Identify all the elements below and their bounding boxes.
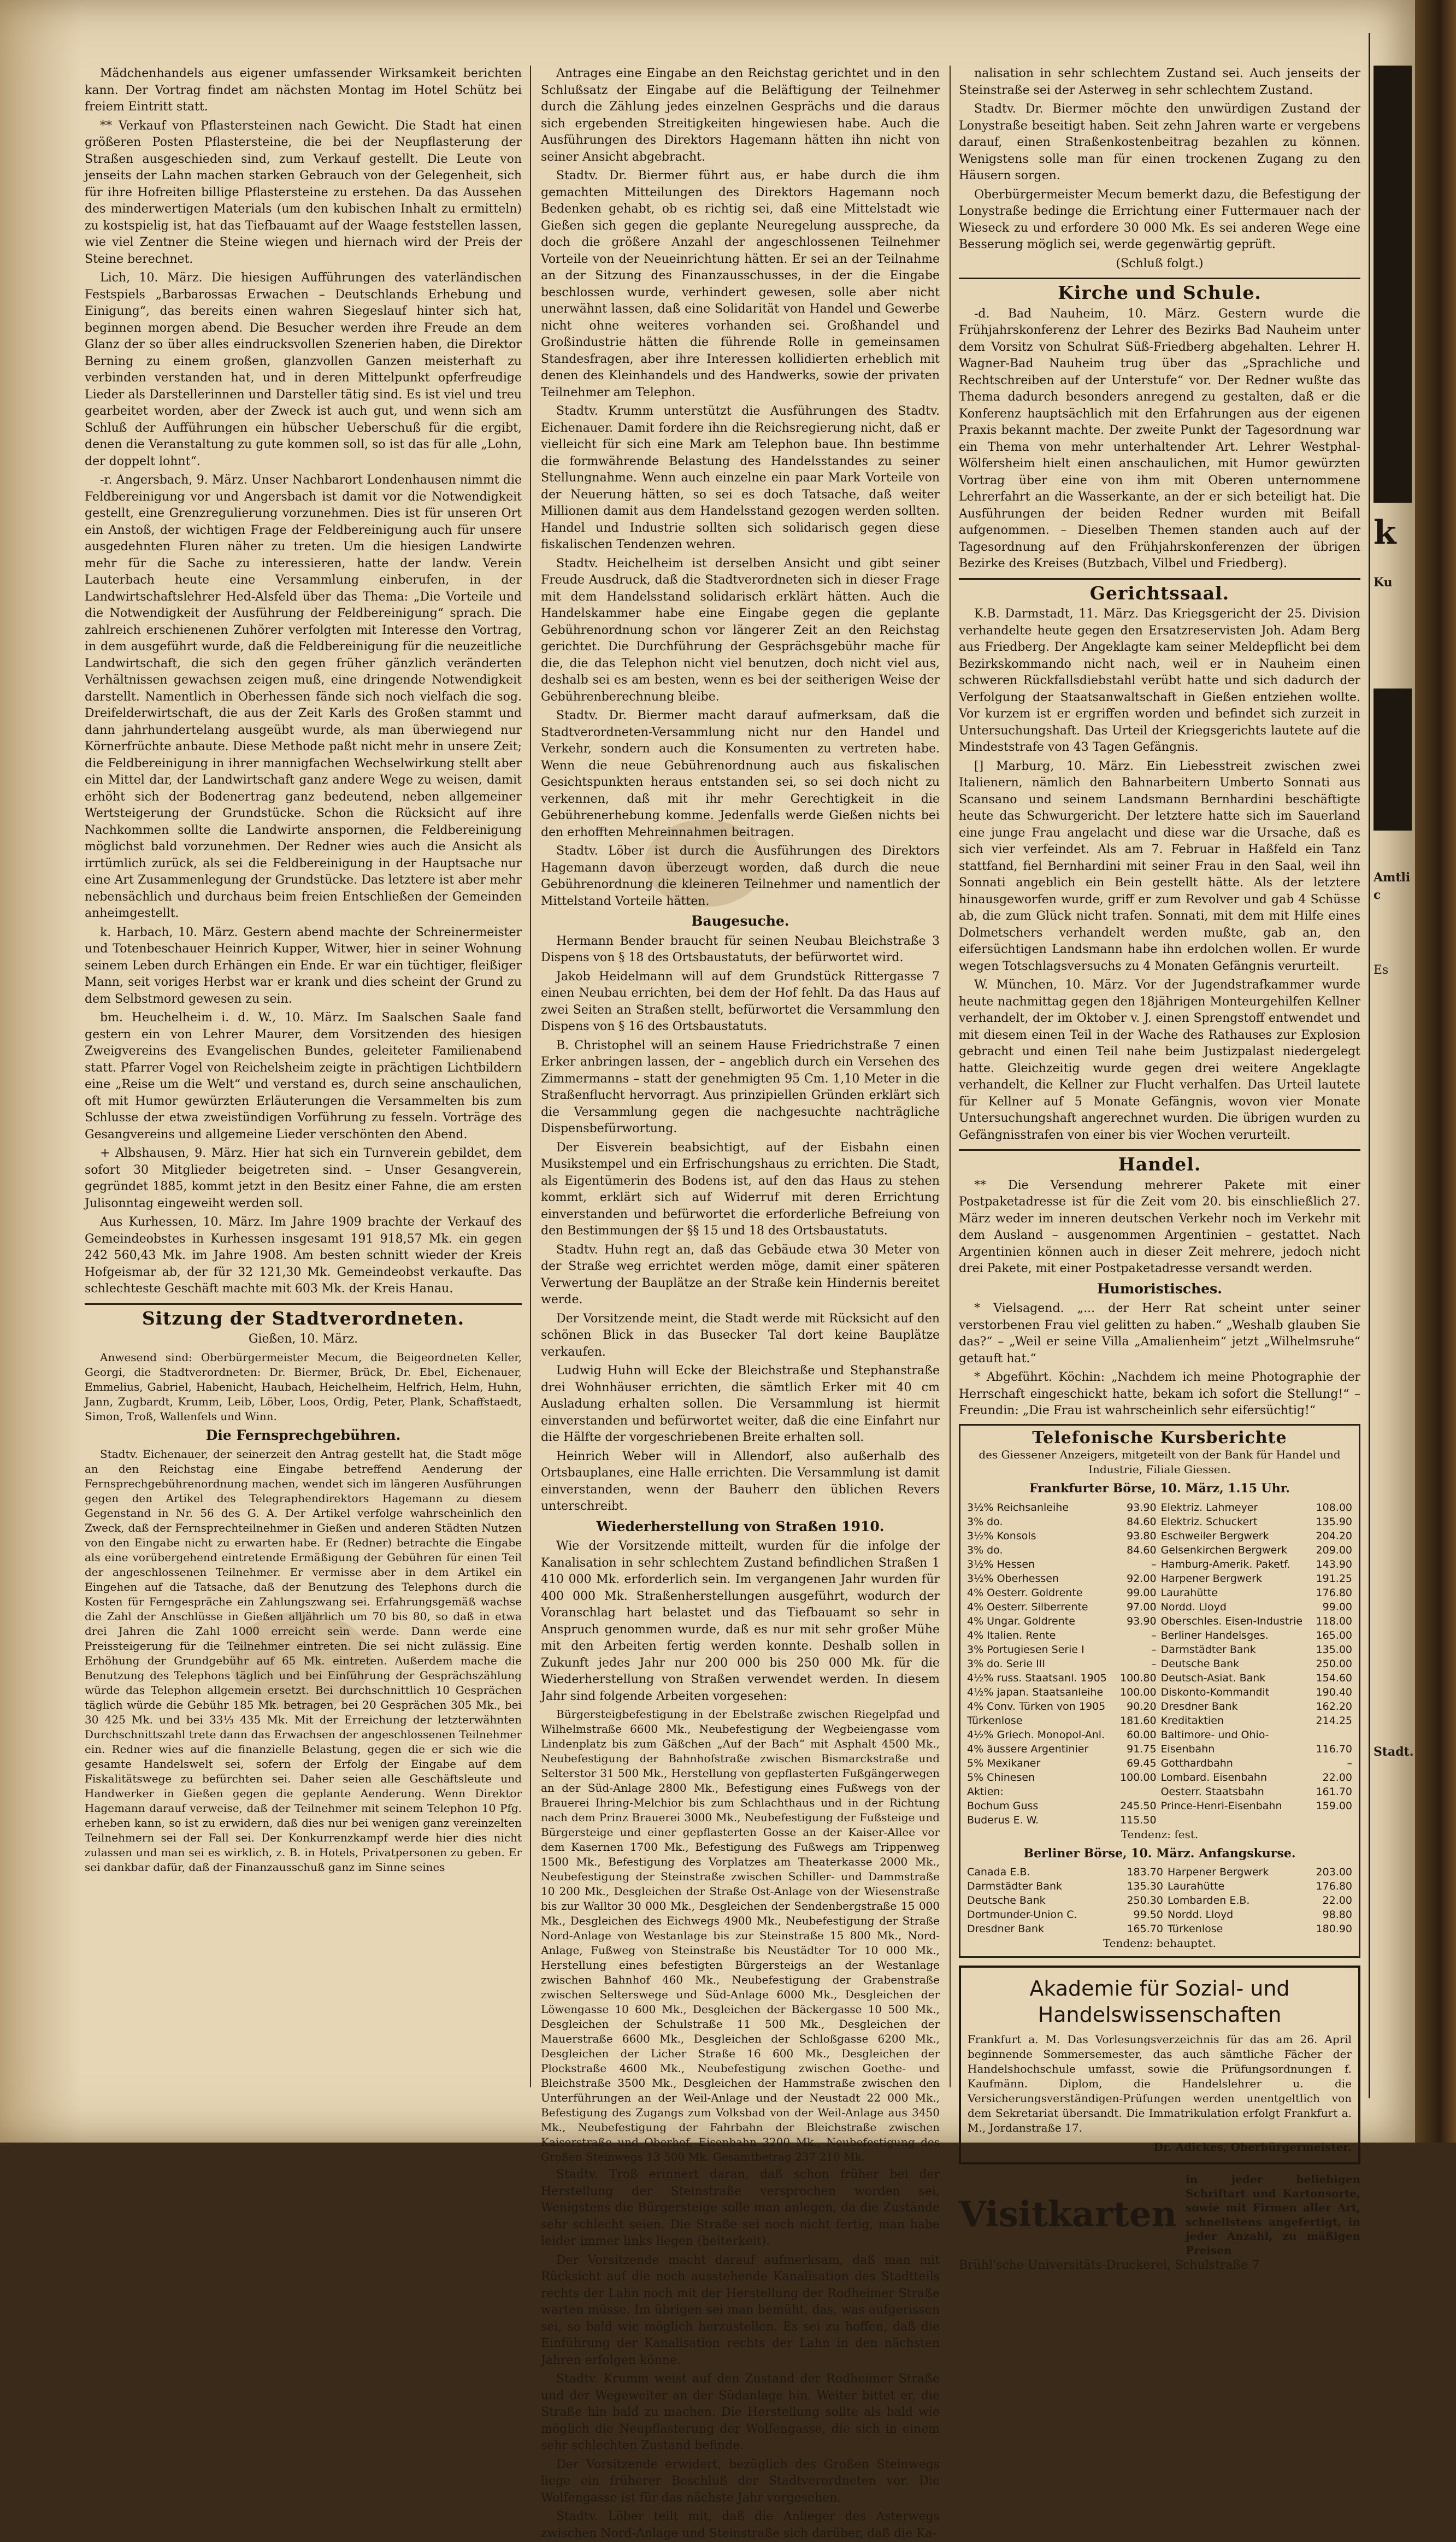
stock-row	[965, 1572, 1354, 1586]
article-text: Aus Kurhessen, 10. März. Im Jahre 1909 brachte der Verkauf des Gemeindeobstes in Kurhessen insgesamt 191 918,57 Mk. ein gegen 242 560,43 Mk. im Jahre 1908. Am besten schnitt wieder der Kreis Hofgeismar ab, der für 32 121,30 Mk. Gemeindeobst verkaufte. Das schlechteste Geschäft machte mit 603 Mk. der Kreis Hanau.	[85, 1215, 522, 1296]
stock-name: 3% do.	[967, 1544, 1003, 1556]
stock-name: Gelsenkirchen Bergwerk	[1160, 1544, 1288, 1556]
visitcard-title: Visitkarten	[959, 2194, 1177, 2235]
stock-price: 99.50	[1133, 1909, 1163, 1921]
stock-name: 3½% Oberhessen	[967, 1572, 1059, 1585]
stock-price: 100.00	[1120, 1686, 1157, 1698]
stock-name: Nordd. Lloyd	[1160, 1600, 1227, 1613]
berlin-table	[965, 1865, 1354, 1936]
article-text: ** Die Versendung mehrerer Pakete mit einer Postpaketadresse ist für die Zeit vom 20. bis einschließlich 27. März weder im inneren deutschen Verkehr noch im Verkehr mit dem Ausland – ausgenommen Argentinien – gestattet. Nach Argentinien können auch in dieser Zeit mehrere, jedoch nicht drei Pakete, mit einer Postpaketadresse versandt werden.	[959, 1178, 1360, 1275]
stock-name: Eschweiler Bergwerk	[1160, 1529, 1269, 1542]
article-text: Stadtv. Eichenauer, der seinerzeit den Antrag gestellt hat, die Stadt möge an den Reichstag eine Eingabe betreffend Aenderung der Fernsprechgebührenordnung machen, wendet sich im längeren Ausführungen gegen den Artikel des Telegraphendirektors Hagemann zu diesem Gegenstand in Nr. 56 des G. A. Der Artikel verfolge wahrscheinlich den Zweck, daß der Fernsprechteilnehmer in Gießen und anderen Städten Nutzen von den Eingabe nicht zu erwarten habe. Er (Redner) betrachte die Eingabe als eine vorübergehend eintretende Ermäßigung der Gebühren für einen Teil der angeschlossenen Teilnehmer. Er vermisse aber in dem Artikel ein Eingehen auf die Tatsache, daß der Benutzung des Telephons durch die Kosten für Ferngespräche ein Zahlungszwang sei. Erfahrungsgemäß wachse die Zahl der Anschlüsse in Gießen alljährlich um 70 bis 80, so daß in etwa drei Jahren die Zahl 1000 erreicht sein werde. Dann werde eine Preissteigerung für die Teilnehmer eintreten. Die sei nicht zulässig. Eine Erhöhung der Grundgebühr auf 65 Mk. eintreten. Außerdem mache die Benutzung des Telephons täglich und bei Einführung der Gesprächszählung würde das Telephon allgemein ersetzt. Bei durchschnittlich 10 Gesprächen täglich würde die Gebühr 185 Mk. betragen, bei 20 Gesprächen 305 Mk., bei 30 425 Mk. und bei 33⅓ 435 Mk. Mit der Erreichung der letzterwähnten Durchschnittszahl trete dann das Erwachsen der angeschlossenen Teilnehmer ein. Redner wies auf die finanzielle Belastung, gegen die er sich wie die gesamte Handelswelt sei, sofern der Erfolg der Eingabe auf dem Fiskalitätswege zu befürchten sei. Daher seien alle Geschäftsleute und Handwerker in Gießen gegen die geplante Aenderung. Wenn Direktor Hagemann darauf verweise, daß der Teilnehmer mit seinem Telephon 10 Pfg. erheben kann, so ist zu erwidern, daß dies nur bei wenigen ganz vereinzelten Teilnehmern sei der Fall sei. Der Konkurrenzkampf werde hier dies nicht zulassen und man sei es wirklich, z. B. in Hotels, Privatpersonen zu geben. Er sei dankbar dafür, daß der Finanzausschuß ganz im Sinne seines	[85, 1447, 522, 1874]
article-text: Hermann Bender braucht für seinen Neubau Bleichstraße 3 Dispens von § 18 des Ortsbaustatuts, der befürwortet wird.	[541, 934, 940, 964]
article-text: Stadtv. Troß erinnert daran, daß schon früher bei der Herstellung der Steinstraße versprochen worden sei, Wenigstens die Bürgersteige solle man anlegen, da die Zustände sehr schlecht seien. Die Straße sei noch nicht fertig, man habe leider immer links liegen (heiterkeit).	[541, 2168, 940, 2248]
stock-name: Deutsche Bank	[967, 1894, 1046, 1906]
column-3	[959, 66, 1360, 2272]
column-1	[85, 66, 522, 2087]
stock-name: 3% do.	[967, 1515, 1003, 1528]
section-divider	[85, 1303, 522, 1305]
stock-name: Gotthardbahn	[1160, 1757, 1233, 1769]
stock-row	[965, 1543, 1354, 1557]
stock-price: 165.70	[1127, 1923, 1163, 1935]
article-text: Stadtv. Krumm unterstützt die Ausführungen des Stadtv. Eichenauer. Damit fordere ihn die Reichsregierung nicht, daß er vielleicht für sich eine Mark am Telephon baue. Ihn bestimme die formwährende Belastung des Handelsstandes zu seiner Stellungnahme. Wenn auch einzelne ein paar Mark Vorteile von der Neuerung hätten, so sei es doch Tatsache, daß weiter Millionen damit aus dem Handelsstand gezogen werden sollten. Handel und Industrie sollten sich solidarisch gegen diese fiskalischen Tendenzen wehren.	[541, 404, 940, 551]
section-heading: Gerichtssaal.	[1089, 582, 1230, 604]
stock-price: 90.20	[1127, 1700, 1157, 1713]
section-divider	[959, 1149, 1360, 1151]
academy-body: Frankfurt a. M. Das Vorlesungsverzeichnis für das am 26. April beginnende Sommersemester, das auch sämtliche Fächer der Handelshochschule umfasst, sowie die Prüfungsordnungen f. Kaufmänn. Diplom, die Handelslehrer u. die Versicherungsverständigen-Prüfungen werden unentgeltlich von dem Sekretariat übersandt. Die Immatrikulation erfolgt Frankfurt a. M., Jordanstraße 17.	[968, 2033, 1352, 2134]
stock-price: 203.00	[1316, 1866, 1352, 1878]
stock-price: 154.60	[1316, 1672, 1352, 1684]
adjacent-fragment: Ku	[1374, 575, 1393, 590]
article-text: Stadtv. Dr. Biermer macht darauf aufmerksam, daß die Stadtverordneten-Versammlung nicht nur den Handel und Verkehr, sondern auch die Konsumenten zu vertreten habe. Wenn die neue Gebührenordnung auch aus fiskalischen Gesichtspunkten heraus entstanden sei, so sei doch nicht zu verkennen, daß mit ihr mehr Gerechtigkeit in die Gebührenerhebung komme. Jedenfalls werde Gießen nichts bei den erhofften Mehreinnahmen beitragen.	[541, 709, 940, 839]
article-text: Stadtv. Löber teilt mit, daß die Anlieger des Asterwegs zwischen Nord-Anlage und Steinstraße sich darüber, daß die Ka-	[541, 2510, 940, 2540]
stock-row	[965, 1529, 1354, 1543]
stock-price: 69.45	[1127, 1757, 1157, 1769]
stock-name: Bochum Guss	[967, 1799, 1039, 1812]
subheading: Baugesuche.	[691, 913, 789, 929]
article-text: Stadtv. Heichelheim ist derselben Ansicht und gibt seiner Freude Ausdruck, daß die Stadtverordneten sich in dieser Frage mit dem Handelsstand solidarisch erklärt hätten. Auch die Handelskammer habe eine Eingabe gegen die geplante Gebührenordnung schon vor längerer Zeit an den Reichstag gerichtet. Die Durchführung der Gesprächsgebühr mache für die, die das Telephon nicht viel benutzen, doch nicht viel aus, deshalb sei es am besten, wenn es bei der seitherigen Weise der Gebührenberechnung bleibe.	[541, 556, 940, 704]
stock-row	[965, 1799, 1354, 1813]
stock-name: Hamburg-Amerik. Paketf.	[1160, 1558, 1290, 1570]
stock-price: 100.00	[1120, 1771, 1157, 1784]
stock-price: 143.90	[1316, 1558, 1352, 1570]
article-text: Stadtv. Krumm weist auf den Zustand der Rodheimer Straße und der Wegeweiter an der Südanlage hin. Weiter bittet er, die Straße hin bald zu machen. Die Herstellung sollte als bald wie möglich die Neupflasterung der Wolfengasse, die sich in einem sehr schlechten Zustand befinde.	[541, 2372, 940, 2452]
stock-price: 183.70	[1127, 1866, 1163, 1878]
stock-name: Oberschles. Eisen-Industrie	[1160, 1615, 1303, 1627]
stock-row	[965, 1586, 1354, 1600]
article-text: Der Vorsitzende macht darauf aufmerksam, daß man mit Rücksicht auf die noch ausstehende Kanalisation des Stadtteils rechts der Lahn noch mit der Herstellung der Rodheimer Straße warten müsse. Im übrigen sei man bemüht, das, was aufgerissen sei, so bald wie möglich herzustellen. Es sei zu hoffen, daß die Einführung der Kanalisation rechts der Lahn in den nächsten Jahren erfolgen könne.	[541, 2253, 940, 2367]
stock-row	[965, 1879, 1354, 1893]
stock-name: 5% Chinesen	[967, 1771, 1035, 1784]
stock-price: 135.30	[1127, 1880, 1163, 1892]
stock-row	[965, 1614, 1354, 1628]
stock-name: Baltimore- und Ohio-	[1160, 1728, 1269, 1741]
stock-price: 84.60	[1127, 1515, 1157, 1528]
article-text: Jakob Heidelmann will auf dem Grundstück Rittergasse 7 einen Neubau errichten, bei dem der Hof fehlt. Da das Haus auf zwei Seiten an Straßen stellt, befürwortet die Versammlung den Dispens von § 16 des Ortsbaustatuts.	[541, 969, 940, 1033]
stock-row	[965, 1908, 1354, 1922]
stock-name: Darmstädter Bank	[1160, 1643, 1256, 1656]
stock-price	[1116, 1785, 1159, 1799]
stock-price: 204.20	[1316, 1529, 1352, 1542]
stock-row	[965, 1770, 1354, 1785]
article-text: Der Eisverein beabsichtigt, auf der Eisbahn einen Musikstempel und ein Erfrischungshaus zu errichten. Die Stadt, als Eigentümerin des Bodens ist, auf den das Haus zu stehen kommt, erklärt sich auf Widerruf mit deren Errichtung einverstanden und befürwortet die erforderliche Befreiung von den Bestimmungen der §§ 15 und 18 des Ortsbaustatuts.	[541, 1140, 940, 1238]
stock-name: 4% Oesterr. Silberrente	[967, 1600, 1088, 1613]
stock-price: 165.00	[1316, 1629, 1352, 1641]
stock-price: 190.40	[1316, 1686, 1352, 1698]
subheading: Wiederherstellung von Straßen 1910.	[596, 1518, 885, 1534]
article-text: B. Christophel will an seinem Hause Friedrichstraße 7 einen Erker anbringen lassen, der – angeblich durch ein Versehen des Zimmermanns – statt der genehmigten 95 Cm. 1,10 Meter in die Straßenflucht hervorragt. Aus prinzipiellen Gründen erklärt sich die Versammlung gegen die nachgesuchte nachträgliche Dispensbefürwortung.	[541, 1038, 940, 1135]
stock-name: Canada E.B.	[967, 1866, 1030, 1878]
article-text: ** Verkauf von Pflastersteinen nach Gewicht. Die Stadt hat einen größeren Posten Pflastersteine, die bei der Neupflasterung der Straßen ausgeschieden sind, zum Verkauf gestellt. Die Leute von jenseits der Lahn machen starken Gebrauch von der Gelegenheit, sich für ihre Hofreiten billige Pflastersteine zu erstehen. Da das Aussehen des minderwertigen Materials (um den kubischen Inhalt zu ermitteln) zu kostspielig ist, hat das Tiefbauamt auf der Waage feststellen lassen, wie viel Zentner die Steine wiegen und hiernach wird der Preis der Steine berechnet.	[85, 119, 522, 266]
stock-row	[965, 1728, 1354, 1742]
stock-row	[965, 1922, 1354, 1936]
stock-name: Laurahütte	[1160, 1586, 1218, 1599]
article-text: Der Vorsitzende erwidert, bezüglich des Großen Steinwegs liege ein früherer Beschluß der Stadtverordneten vor. Die Wolfengasse ist für das nächste Jahr vorgesehen.	[541, 2457, 940, 2505]
stock-name: 4% Italien. Rente	[967, 1629, 1056, 1641]
article-text: Stadtv. Dr. Biermer möchte den unwürdigen Zustand der Lonystraße beseitigt haben. Seit zehn Jahren warte er vergebens darauf, einen Straßenkostenbeitrag bezahlen zu können. Wenigstens solle man für einen trockenen Zugang zu den Häusern sorgen.	[959, 102, 1360, 183]
stock-name: Buderus E. W.	[967, 1814, 1039, 1826]
stock-row	[965, 1501, 1354, 1515]
visitcard-description: in jeder beliebigen Schriftart und Kartonsorte, sowie mit Firmen aller Art, schnellstens angefertigt, in jeder Anzahl, zu mäßigen Preisen	[1186, 2173, 1360, 2257]
stock-name: Oesterr. Staatsbahn	[1160, 1785, 1264, 1798]
stock-name: 4% Oesterr. Goldrente	[967, 1586, 1083, 1599]
stock-row	[965, 1557, 1354, 1572]
stock-price: 162.20	[1316, 1700, 1352, 1713]
stock-row	[965, 1600, 1354, 1614]
stock-name: Laurahütte	[1167, 1880, 1225, 1892]
stock-price: 92.00	[1127, 1572, 1157, 1585]
stock-name: Türkenlose	[1167, 1923, 1223, 1935]
article-text: -d. Bad Nauheim, 10. März. Gestern wurde die Frühjahrskonferenz der Lehrer des Bezirks Bad Nauheim unter dem Vorsitz von Schulrat Süß-Friedberg abgehalten. Lehrer H. Wagner-Bad Nauheim trug über das „Sprachliche und Rechtschreiben auf der Unterstufe“ vor. Der Redner wußte das Thema dadurch besonders anregend zu gestalten, daß er die Konferenz hauptsächlich mit den Erfahrungen aus der eigenen Praxis bekannt machte. Der zweite Punkt der Tagesordnung war ein Thema von mehr unterhaltender Art. Lehrer Westphal-Wölfersheim hielt einen anschaulichen, mit Humor gewürzten Vortrag über eine von ihm mit Oberen unternommene Lehrerfahrt an die Wasserkante, an der er sich beteiligt hat. Die Ausführungen der beiden Redner wurden mit Beifall aufgenommen. – Dieselben Themen standen auch auf der Tagesordnung auf den Frühjahrskonferenzen der übrigen Bezirke des Kreises (Butzbach, Vilbel und Friedberg).	[959, 307, 1360, 570]
stock-name: 3% do. Serie III	[967, 1657, 1045, 1670]
article-text: K.B. Darmstadt, 11. März. Das Kriegsgericht der 25. Division verhandelte heute gegen den Ersatzreservisten Joh. Adam Berg aus Friedberg. Der Angeklagte kam seiner Meldepflicht bei dem Bezirkskommando nicht nach, weil er in Nauheim einen schweren Rückfallsdiebstahl verübt hatte und sich dadurch der Verfolgung der Staatsanwaltschaft in Gießen entziehen wollte. Vor kurzem ist er ergriffen worden und befindet sich zurzeit in Untersuchungshaft. Das Urteil der Kriegsgerichts lautete auf die Mindeststrafe von 43 Tagen Gefängnis.	[959, 607, 1360, 754]
stock-name: Dresdner Bank	[967, 1923, 1044, 1935]
stock-row	[965, 1813, 1354, 1827]
stock-name: 3½% Reichsanleihe	[967, 1501, 1069, 1514]
stock-price: 115.50	[1120, 1814, 1157, 1826]
article-text: * Abgeführt. Köchin: „Nachdem ich meine Photographie der Herrschaft eingeschickt hatte, bekam ich sofort die Stellung!“ – Freundin: „Die Frau ist wahrscheinlich sehr eifersüchtig!“	[959, 1370, 1360, 1417]
academy-title-line-2: Handelswissenschaften	[1038, 2003, 1282, 2027]
academy-advertisement	[959, 1966, 1360, 2164]
stock-price: –	[1151, 1657, 1157, 1670]
stock-name: 3½% Konsols	[967, 1529, 1036, 1542]
stock-name: Diskonto-Kommandit	[1160, 1686, 1270, 1698]
stock-name: 3% Portugiesen Serie I	[967, 1643, 1084, 1656]
stock-name: 4% Ungar. Goldrente	[967, 1615, 1075, 1627]
berlin-heading: Berliner Börse, 10. März. Anfangskurse.	[1023, 1846, 1296, 1861]
stock-row	[965, 1515, 1354, 1529]
stock-report-box	[959, 1424, 1360, 1958]
stock-price: –	[1151, 1558, 1157, 1570]
stock-name: Elektriz. Schuckert	[1160, 1515, 1258, 1528]
stock-row	[965, 1893, 1354, 1908]
article-text: Stadtv. Löber ist durch die Ausführungen des Direktors Hagemann davon überzeugt worden, daß durch die neue Gebührenordnung die kleineren Teilnehmer und namentlich der Mittelstand Vorteile hätten.	[541, 844, 940, 908]
article-text: Stadtv. Huhn regt an, daß das Gebäude etwa 30 Meter von der Straße weg errichtet werden möge, damit einer späteren Verwertung der Bauplätze an der Straße kein Hindernis bereitet werde.	[541, 1243, 940, 1307]
academy-title-line-1: Akademie für Sozial- und	[1029, 1976, 1290, 2000]
article-text: Oberbürgermeister Mecum bemerkt dazu, die Befestigung der Lonystraße bedinge die Errichtung einer Futtermauer nach der Wieseck zu und erfordere 30 000 Mk. Es sei anderen Wege eine Besserung möglich sei, werde gegenwärtig geprüft.	[959, 187, 1360, 251]
stock-price: 176.80	[1316, 1586, 1352, 1599]
stock-price: 176.80	[1316, 1880, 1352, 1892]
article-text: Heinrich Weber will in Allendorf, also außerhalb des Ortsbauplanes, eine Halle errichten. Die Versammlung ist damit einverstanden, wenn der Bauherr den üblichen Revers unterschreibt.	[541, 1449, 940, 1513]
article-text: Antrages eine Eingabe an den Reichstag gerichtet und in den Schlußsatz der Eingabe auf die Beläftigung der Teilnehmer durch die Zählung jedes einzelnen Gesprächs und die daraus sich ergebenden Streitigkeiten hingewiesen habe. Auch die Ausführungen des Direktors Hagemann hätten ihn nicht von seiner Ansicht abgebracht.	[541, 67, 940, 164]
stock-price: –	[1347, 1757, 1352, 1769]
stock-price: 93.90	[1127, 1615, 1157, 1627]
stock-price: 209.00	[1316, 1544, 1352, 1556]
stock-price: 22.00	[1322, 1894, 1352, 1906]
stock-price: 93.80	[1127, 1529, 1157, 1542]
stock-price: 135.90	[1316, 1515, 1352, 1528]
article-text: + Albshausen, 9. März. Hier hat sich ein Turnverein gebildet, dem sofort 30 Mitglieder beigetreten sind. – Unser Gesangverein, gegründet 1885, kommt jetzt in den Besitz einer Fahne, die am ersten Julisonntag eingeweiht werden soll.	[85, 1146, 522, 1210]
article-text: Lich, 10. März. Die hiesigen Aufführungen des vaterländischen Festspiels „Barbarossas Erwachen – Deutschlands Erhebung und Einigung“, das bereits einen wahren Siegeslauf hinter sich hat, beginnen morgen abend. Die Besucher werden ihre Freude an dem Glanz der so über alles eindrucksvollen Szenerien haben, die Direktor Berning zu einem großen, glanzvollen Ganzen meisterhaft zu verbinden verstanden hat, und in deren Mittelpunkt opferfreudige Lieder als Darstellerinnen und Darsteller tätig sind. Es ist viel und treu gearbeitet worden, aber der Zweck ist auch gut, und wenn sich am Schluß der Aufführungen ein hübscher Ueberschuß für die ergibt, denen die Veranstaltung zu gute kommen soll, so ist das für alle „Lohn, der doppelt lohnt“.	[85, 271, 522, 468]
stock-name: Harpener Bergwerk	[1160, 1572, 1262, 1585]
stock-price: 214.25	[1316, 1714, 1352, 1727]
article-text: nalisation in sehr schlechtem Zustand sei. Auch jenseits der Steinstraße sei der Asterweg in sehr schlechtem Zustand.	[959, 67, 1360, 97]
stock-name: Kreditaktien	[1160, 1714, 1224, 1727]
subheading: Humoristisches.	[1097, 1280, 1222, 1297]
stock-price: 91.75	[1127, 1743, 1157, 1755]
frankfurt-heading: Frankfurter Börse, 10. März, 1.15 Uhr.	[1029, 1481, 1290, 1496]
dateline: Gießen, 10. März.	[248, 1332, 358, 1346]
visitcard-advertisement	[959, 2172, 1360, 2274]
article-text: Mädchenhandels aus eigener umfassender Wirksamkeit berichten kann. Der Vortrag findet am nächsten Montag im Hotel Schütz bei freiem Eintritt statt.	[85, 67, 522, 114]
stock-price: 60.00	[1127, 1728, 1157, 1741]
article-text: Bürgersteigbefestigung in der Ebelstraße zwischen Riegelpfad und Wilhelmstraße 6600 Mk., Neubefestigung der Wegbeiengasse vom Lindenplatz bis zum Gäßchen „Auf der Bach“ mit Asphalt 4500 Mk., Neubefestigung der Bahnhofstraße zwischen Bismarckstraße und Selterstor 31 500 Mk., Herstellung von gepflasterten Fußgängerwegen an der Süd-Anlage 2800 Mk., Befestigung eines Fußwegs von der Brauerei Ihring-Melchior bis zum Schlachthaus und in der Richtung nach dem Prinz Brauerei 3000 Mk., Neubefestigung der Fußsteige und Bürgersteige und einer gepflasterten Gosse an der Kaiser-Allee vor dem Kasernen 1700 Mk., Befestigung des Fußwegs am Trippenweg 1500 Mk., Befestigung des Vorplatzes am Theaterkasse 2000 Mk., Neubefestigung der Steinstraße zwischen Schiller- und Dammstraße 10 200 Mk., Desgleichen der Straße Ost-Anlage von der Wiesenstraße bis zur Walltor 30 000 Mk., Desgleichen der Sendenbergstraße 15 000 Mk., Desgleichen des Eichwegs 4900 Mk., Neubefestigung der Straße Nord-Anlage von Westanlage bis zur Steinstraße 15 800 Mk., Nord-Anlage, Fußweg von Steinstraße bis Neustädter Tor 10 000 Mk., Herstellung eines befestigten Bürgersteigs an der Westanlage zwischen Bahnhof 460 Mk., Neubefestigung der Grabenstraße zwischen Selterswege und Süd-Anlage 6000 Mk., Desgleichen der Löwengasse 10 600 Mk., Desgleichen der Bäckergasse 10 500 Mk., Desgleichen der Schulstraße 11 500 Mk., Desgleichen der Mauerstraße 6600 Mk., Desgleichen der Schloßgasse 6200 Mk., Desgleichen der Licher Straße 16 600 Mk., Desgleichen der Plockstraße 4600 Mk., Neubefestigung zwischen Goethe- und Bleichstraße 3500 Mk., Desgleichen der Hammstraße zwischen den Unterführungen an der Weil-Anlage und der Neustadt 22 000 Mk., Befestigung des Zugangs zum Volksbad von der Weil-Anlage aus 3450 Mk., Neubefestigung der Fahrbahn der Bleichstraße zwischen Kaiserstraße und Oberhof, Eisenbahn 3200 Mk., Neubefestigung des Großen Steinwegs 13 500 Mk. Gesamtbetrag 237 210 Mk.	[541, 1708, 940, 2163]
stock-price: 118.00	[1316, 1615, 1352, 1627]
stock-name: 5% Mexikaner	[967, 1757, 1041, 1769]
article-text: k. Harbach, 10. März. Gestern abend machte der Schreinermeister und Totenbeschauer Heinrich Kupper, Witwer, hier in seiner Wohnung seinem Leben durch Erhängen ein Ende. Er war ein tüchtiger, fleißiger Mann, seit voriges Herbst war er krank und dies scheint der Grund zu dem Selbstmord gewesen zu sein.	[85, 925, 522, 1006]
stock-row	[965, 1714, 1354, 1728]
stock-price	[1312, 1728, 1354, 1742]
stock-name: Türkenlose	[967, 1714, 1023, 1727]
stock-row	[965, 1785, 1354, 1799]
stock-price: 99.00	[1322, 1600, 1352, 1613]
stock-price: 108.00	[1316, 1501, 1352, 1514]
stock-name: 4% Conv. Türken von 1905	[967, 1700, 1106, 1713]
stock-price: 22.00	[1322, 1771, 1352, 1784]
stock-price: 181.60	[1120, 1714, 1157, 1727]
stock-price: 93.90	[1127, 1501, 1157, 1514]
stock-name: Dresdner Bank	[1160, 1700, 1238, 1713]
stock-price: 98.80	[1322, 1909, 1352, 1921]
stock-price: 100.80	[1120, 1672, 1157, 1684]
stock-price: –	[1151, 1629, 1157, 1641]
stock-name: Elektriz. Lahmeyer	[1160, 1501, 1258, 1514]
attendance-list: Anwesend sind: Oberbürgermeister Mecum, die Beigeordneten Keller, Georgi, die Stadtverordneten: Dr. Biermer, Brück, Dr. Ebel, Eichenauer, Emmelius, Gabriel, Habenicht, Haubach, Heichelheim, Helfrich, Helm, Huhn, Jann, Zugbardt, Krumm, Leib, Löber, Loos, Ordig, Peter, Plank, Schaffstaedt, Simon, Troß, Wallenfels und Winn.	[85, 1350, 522, 1423]
academy-signature: Dr. Adickes, Oberbürgermeister.	[1153, 2140, 1352, 2153]
adjacent-page-edge	[1369, 33, 1415, 2098]
stock-price: 191.25	[1316, 1572, 1352, 1585]
article-text: [] Marburg, 10. März. Ein Liebesstreit zwischen zwei Italienern, nämlich den Bahnarbeitern Umberto Sonnati aus Scansano und seinem Landsmann Bernhardini beschäftigte heute das Schwurgericht. Der letztere hatte sich im Sauerland eine junge Frau angelacht und diese war die Ursache, daß es sich vier verfeindet. Als am 7. Februar in Haßfeld ein Tanz stattfand, fiel Bernhardini mit seiner Frau in den Saal, weil ihn Sonnati angeblich ein Bein gestellt hätte. Als der letztere hinausgeworfen wurde, griff er zum Revolver und gab 4 Schüsse ab, die zum Glück nicht trafen. Sonnati, mit dem mit Hilfe eines Dolmetschers verhandelt werden mußte, gab an, den eifersüchtigen Landsmann habe ihn erdolchen wollen. Er wurde wegen Totschlagsversuchs zu 4 Monaten Gefängnis verurteilt.	[959, 759, 1360, 973]
article-text: Der Vorsitzende meint, die Stadt werde mit Rücksicht auf den schönen Blick in das Busecker Tal dort keine Bauplätze verkaufen.	[541, 1311, 940, 1359]
article-text: Wie der Vorsitzende mitteilt, wurden für die infolge der Kanalisation in sehr schlechtem Zustand befindlichen Straßen 1 410 000 Mk. erforderlich sein. Im vergangenen Jahr wurden für 400 000 Mk. Straßenherstellungen ausgeführt, wodurch der Voranschlag hart belastet und das Tiefbauamt so sehr in Anspruch genommen wurde, daß es nur mit sehr großer Mühe mit den Arbeiten fertig werden konnte. Deshalb sollen in Zukunft jedes Jahr nur 200 000 bis 250 000 Mk. für die Wiederherstellung von Straßen verwendet werden. In diesem Jahr sind folgende Arbeiten vorgesehen:	[541, 1539, 940, 1703]
stock-price: 99.00	[1127, 1586, 1157, 1599]
stock-price: 250.30	[1127, 1894, 1163, 1906]
article-text: -r. Angersbach, 9. März. Unser Nachbarort Londenhausen nimmt die Feldbereinigung vor und Angersbach ist damit vor die Notwendigkeit gestellt, eine Grenzregulierung vorzunehmen. Dies ist für unseren Ort ein Anstoß, der wichtigen Frage der Feldbereinigung auch für unsere ausgedehnten Fluren näher zu treten. Um die hiesigen Landwirte mehr für die Sache zu interessieren, hatte der landw. Verein Lauterbach heute eine Versammlung einberufen, in der Landwirtschaftslehrer Hed-Alsfeld über das Thema: „Die Vorteile und die Notwendigkeit der Ausführung der Feldbereinigung“ sprach. Die zahlreich erschienenen Zuhörer verfolgten mit Interesse den Vortrag, in dem ausgeführt wurde, daß die Feldbereinigung für die neuzeitliche Landwirtschaft, die sich den gegen früher gänzlich veränderten Verhältnissen gewachsen zeigen muß, eine dringende Notwendigkeit darstellt. Namentlich in Oberhessen fände sich noch vielfach die sog. Dreifelderwirtschaft, die aus der Zeit Karls des Großen stammt und dann jahrhundertelang ausgeübt wurde, als man überwiegend nur Körnerfrüchte anbaute. Diese Methode paßt nicht mehr in unsere Zeit; die Feldbereinigung in ihrer mannigfachen Wechselwirkung stellt aber ein Mittel dar, der Landwirtschaft ganz andere Wege zu weisen, damit erhöht sich der Bodenertrag ganz bedeutend, neben allgemeiner Wertsteigerung der Grundstücke. Schon die Rücksicht auf ihre Nachkommen sollte die Landwirte anspornen, die Feldbereinigung möglichst bald vorzunehmen. Der Redner wies auch die Ansicht als irrtümlich zurück, als sei die Feldbereinigung in der Hauptsache nur eine Art Zusammenlegung der Grundstücke. Das letztere ist aber mehr nebensächlich und durchaus beim freien Entschließen der Gemeinden anheimgestellt.	[85, 473, 522, 920]
stock-row	[965, 1699, 1354, 1714]
adjacent-fragment: Stadt.	[1374, 1745, 1414, 1759]
subheading: Die Fernsprechgebühren.	[205, 1427, 401, 1443]
book-spine	[1415, 0, 1456, 2143]
adjacent-fragment: Amtlic	[1374, 870, 1411, 902]
stock-price: 135.00	[1316, 1643, 1352, 1656]
stock-row	[965, 1865, 1354, 1879]
adjacent-ad-block	[1374, 689, 1412, 831]
stock-name	[1159, 1813, 1312, 1827]
stock-report-subtitle: des Giessener Anzeigers, mitgeteilt von der Bank für Handel und Industrie, Filiale Giessen.	[978, 1448, 1341, 1476]
stock-row	[965, 1657, 1354, 1671]
stock-name: Prince-Henri-Eisenbahn	[1160, 1799, 1282, 1812]
stock-row	[965, 1671, 1354, 1685]
stock-price: 161.70	[1316, 1785, 1352, 1798]
printer-name: Brühl'sche Universitäts-Druckerei, Schulstraße 7	[959, 2258, 1260, 2272]
stock-name: 3½% Hessen	[967, 1558, 1035, 1570]
stock-report-title: Telefonische Kursberichte	[1032, 1428, 1287, 1447]
stock-price: 97.00	[1127, 1600, 1157, 1613]
stock-row	[965, 1742, 1354, 1756]
stock-price	[1312, 1813, 1354, 1827]
stock-row	[965, 1643, 1354, 1657]
stock-name: 4½% Griech. Monopol-Anl.	[967, 1728, 1105, 1741]
column-rule	[950, 66, 951, 2087]
stock-name: Darmstädter Bank	[967, 1880, 1063, 1892]
column-2	[541, 66, 940, 2540]
section-divider	[959, 578, 1360, 580]
stock-name: Lombarden E.B.	[1167, 1894, 1250, 1906]
article-text: W. München, 10. März. Vor der Jugendstrafkammer wurde heute nachmittag gegen den 18jährigen Monteurgehilfen Kellner verhandelt, der im Oktober v. J. einen Sprengstoff entwendet und mit diesem einen Teil in der Wache des Rathauses zur Explosion gebracht und einen Teil nahe beim Justizpalast niedergelegt hatte. Gleichzeitig wurde gegen drei weitere Angeklagte verhandelt, die Kellner zur Flucht verhalfen. Das Urteil lautete für Kellner auf 5 Monate Gefängnis, wovon vier Monate Untersuchungshaft angerechnet wurden. Die übrigen wurden zu Gefängnisstrafen von einer bis vier Wochen verurteilt.	[959, 978, 1360, 1142]
section-heading: Sitzung der Stadtverordneten.	[142, 1307, 465, 1329]
stock-price: 84.60	[1127, 1544, 1157, 1556]
stock-name: Dortmunder-Union C.	[967, 1909, 1077, 1921]
frankfurt-tendency: Tendenz: fest.	[1121, 1827, 1199, 1841]
continued-note: (Schluß folgt.)	[1116, 256, 1204, 270]
stock-name: Lombard. Eisenbahn	[1160, 1771, 1267, 1784]
adjacent-fragment: Es	[1374, 963, 1389, 977]
column-rule	[530, 66, 531, 2087]
stock-row	[965, 1685, 1354, 1699]
stock-price: 180.90	[1316, 1923, 1352, 1935]
section-heading: Handel.	[1118, 1154, 1201, 1175]
section-heading: Kirche und Schule.	[1058, 282, 1262, 303]
stock-name: Nordd. Lloyd	[1167, 1909, 1234, 1921]
stock-price: 116.70	[1316, 1743, 1352, 1755]
stock-row	[965, 1628, 1354, 1643]
adjacent-ad-block	[1374, 66, 1412, 503]
stock-name: 4% äussere Argentinier	[967, 1743, 1089, 1755]
page-margin-shadow	[0, 0, 82, 2143]
article-text: Stadtv. Dr. Biermer führt aus, er habe durch die ihm gemachten Mitteilungen des Direktors Hagemann noch Bedenken gehabt, ob es richtig sei, daß eine Mittelstadt wie Gießen sich gegen die geplante Neuregelung ausspreche, da doch die größere Anzahl der angeschlossenen Teilnehmer Vorteile von der Neueinrichtung hätten. Er sei an der Teilnahme an der Sitzung des Finanzausschusses, in der die Eingabe beschlossen wurde, verhindert gewesen, solle aber nicht unerwähnt lassen, daß eine Solidarität von Handel und Gewerbe nicht ohne weiteres vorhanden sei. Großhandel und Großindustrie hätten die führende Rolle in gemeinsamen Standesfragen, aber ihre Interessen kollidierten erheblich mit denen des Kleinhandels und des Handwerks, sowie der privaten Teilnehmer am Telephon.	[541, 169, 940, 399]
stock-price: –	[1151, 1643, 1157, 1656]
stock-name: Deutsch-Asiat. Bank	[1160, 1672, 1266, 1684]
stock-name: Harpener Bergwerk	[1167, 1866, 1269, 1878]
article-text: Ludwig Huhn will Ecke der Bleichstraße und Stephanstraße drei Wohnhäuser errichten, die sämtlich Erker mit 40 cm Ausladung erhalten sollen. Die Versammlung ist hiermit einverstanden und befürwortet weiter, daß die eine Einfahrt nur die Hälfte der vorgeschriebenen Breite erhalten soll.	[541, 1364, 940, 1444]
stock-name: Eisenbahn	[1160, 1743, 1215, 1755]
article-text: * Vielsagend. „... der Herr Rat scheint unter seiner verstorbenen Frau viel gelitten zu haben.“ „Weshalb glauben Sie das?“ – „Weil er seine Villa „Amalienheim“ jetzt „Wilhelmsruhe“ getauft hat.“	[959, 1302, 1360, 1366]
section-divider	[959, 278, 1360, 279]
stock-name: 4½% japan. Staatsanleihe	[967, 1686, 1104, 1698]
stock-price: 250.00	[1316, 1657, 1352, 1670]
stock-name: Aktien:	[967, 1785, 1004, 1798]
stock-name: Berliner Handelsges.	[1160, 1629, 1269, 1641]
frankfurt-table	[965, 1501, 1354, 1827]
stock-row	[965, 1756, 1354, 1770]
stock-price: 245.50	[1120, 1799, 1157, 1812]
berlin-tendency: Tendenz: behauptet.	[1103, 1937, 1217, 1950]
stock-price: 159.00	[1316, 1799, 1352, 1812]
article-text: bm. Heuchelheim i. d. W., 10. März. Im Saalschen Saale fand gestern ein von Lehrer Maurer, dem Vorsitzenden des hiesigen Zweigvereins des Evangelischen Bundes, geleiteter Familienabend statt. Pfarrer Vogel von Reichelsheim zeigte in prächtigen Lichtbildern eine „Reise um die Welt“ und verstand es, durch seine anschaulichen, oft mit Humor gewürzten Erläuterungen die Versammelten bis zum Schlusse der etwa zweistündigen Vorführung zu fesseln. Vorträge des Gesangvereins und allgemeine Lieder verschönten den Abend.	[85, 1011, 522, 1141]
adjacent-fragment: k	[1374, 514, 1396, 552]
stock-name: 4½% russ. Staatsanl. 1905	[967, 1672, 1107, 1684]
stock-name: Deutsche Bank	[1160, 1657, 1240, 1670]
